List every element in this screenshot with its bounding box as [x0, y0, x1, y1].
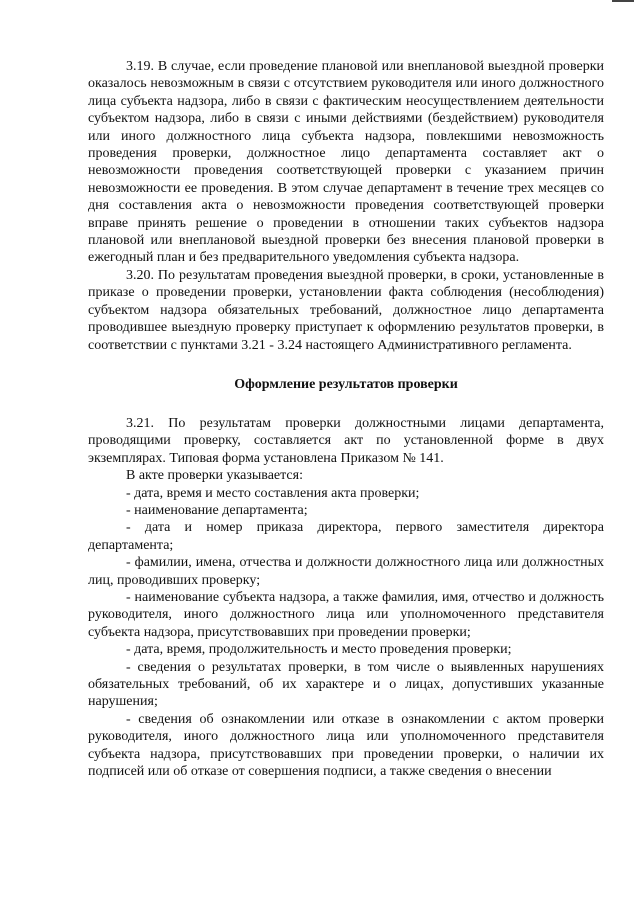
list-item: - наименование субъекта надзора, а также фамилия, имя, отчество и должность руководителя, иного должностного лица или уполномоченного представителя субъекта надзора, присутствовавших при проведении проверки; — [88, 589, 604, 640]
act-contents-intro: В акте проверки указывается: — [126, 468, 303, 484]
paragraph-3-19: 3.19. В случае, если проведение плановой или внеплановой выездной проверки оказалось невозможным в связи с отсутствием руководителя или иного должностного лица субъекта надзора, либо в связи с фактическим неосуществлением деятельности субъектом надзора, либо в связи с иными действиями (бездействием) руководителя или иного должностного лица субъекта надзора, повлекшими невозможность проведения проверки, должностное лицо департамента составляет акт о невозможности проведения соответствующей проверки с указанием причин невозможности ее проведения. В этом случае департамент в течение трех месяцев со дня составления акта о невозможности проведения соответствующей проверки вправе принять решение о проведении в отношении таких субъектов надзора плановой или внеплановой выездной проверки без внесения плановой проверки в ежегодный план и без предварительного уведомления субъекта надзора. — [88, 59, 604, 266]
list-item: - дата и номер приказа директора, первого заместителя директора департамента; — [88, 520, 604, 553]
list-item: - наименование департамента; — [126, 502, 308, 518]
section-heading: Оформление результатов проверки — [234, 376, 458, 392]
list-item: - дата, время, продолжительность и место проведения проверки; — [126, 642, 512, 658]
paragraph-3-21: 3.21. По результатам проверки должностными лицами департамента, проводящими проверку, составляется акт по установленной форме в двух экземплярах. Типовая форма установлена Приказом № 141. — [88, 415, 604, 466]
scan-corner-mark — [612, 0, 634, 2]
list-item: - сведения об ознакомлении или отказе в ознакомлении с актом проверки руководителя, иного должностного лица или уполномоченного представителя субъекта надзора, присутствовавших при проведении проверки, о наличии их подписей или об отказе от совершения подписи, а также сведения о внесении — [88, 711, 604, 780]
list-item: - сведения о результатах проверки, в том числе о выявленных нарушениях обязательных требований, об их характере и о лицах, допустивших указанные нарушения; — [88, 659, 604, 710]
document-page — [88, 58, 604, 780]
list-item: - дата, время и место составления акта проверки; — [126, 485, 420, 501]
list-item: - фамилии, имена, отчества и должности должностного лица или должностных лиц, проводивших проверку; — [88, 555, 604, 588]
paragraph-3-20: 3.20. По результатам проведения выездной проверки, в сроки, установленные в приказе о проведении проверки, установлении факта соблюдения (несоблюдения) субъектом надзора обязательных требований, должностное лицо департамента проводившее выездную проверку приступает к оформлению результатов проверки, в соответствии с пунктами 3.21 - 3.24 настоящего Административного регламента. — [88, 267, 604, 353]
